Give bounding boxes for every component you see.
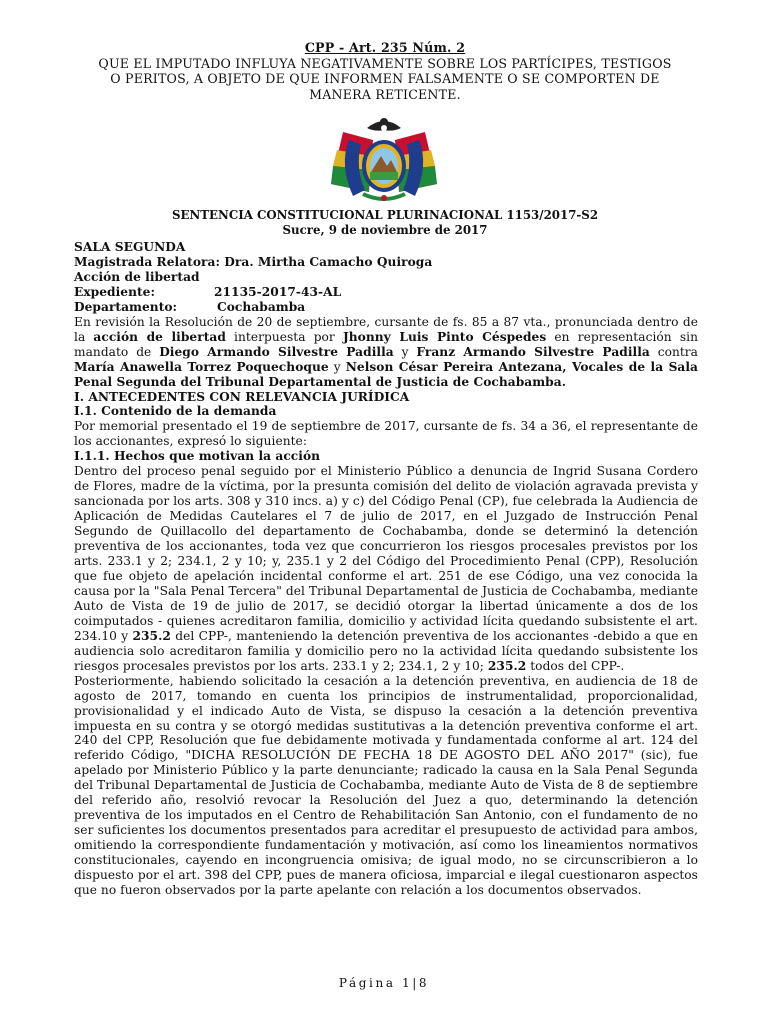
- article-reference: CPP - Art. 235 Núm. 2: [304, 40, 466, 55]
- document-header: [60, 40, 710, 102]
- text-run: Dentro del proceso penal seguido por el Ministerio Público a denuncia de Ingrid Susana Cordero de Flores, madre de la víctima, por la presunta comisión del delito de violación agravada prevista y sancionada por los arts. 308 y 310 incs. a) y c) del Código Penal (CP), fue celebrada la Audiencia de Aplicación de Medidas Cautelares el 7 de julio de 2017, en el Juzgado de Instrucción Penal Segundo de Quillacollo del departamento de Cochabamba, donde se determinó la detención preventiva de los accionantes, toda vez que concurrieron los riesgos procesales previstos por los arts. 233.1 y 2; 234.1, 2 y 10; y, 235.1 y 2 del Código del Procedimiento Penal (CPP), Resolución que fue objeto de apelación incidental conforme el art. 251 de ese Código, una vez conocida la causa por la "Sala Penal Tercera" del Tribunal Departamental de Justicia de Cochabamba, mediante Auto de Vista de 19 de julio de 2017, se decidió otorgar la libertad únicamente a dos de los coimputados - quienes acreditaron familia, domicilio y actividad lícita quedando subsistente el art. 234.10 y: [74, 464, 698, 643]
- memorial-paragraph: Por memorial presentado el 19 de septiembre de 2017, cursante de fs. 34 a 36, el representante de los accionantes, expresó lo siguiente:: [74, 419, 698, 449]
- bold-run: 235.2: [487, 658, 527, 673]
- text-run: contra: [649, 344, 698, 359]
- departamento-value: Cochabamba: [217, 299, 306, 314]
- bold-run: Franz Armando Silvestre Padilla: [416, 344, 650, 359]
- expediente-value: 21135-2017-43-AL: [214, 284, 342, 299]
- facts-paragraph: Posteriormente, habiendo solicitado la cesación a la detención preventiva, en audiencia de 18 de agosto de 2017, tomando en cuenta los principios de instrumentalidad, proporcionalidad, provisionalidad y el indicado Auto de Vista, se dispuso la cesación a la detención preventiva impuesta en su contra y se otorgó medidas sustitutivas a la detención preventiva conforme el art. 240 del CPP, Resolución que fue debidamente motivada y fundamentada conforme al art. 124 del referido Código, "DICHA RESOLUCIÓN DE FECHA 18 DE AGOSTO DEL AÑO 2017" (sic), fue apelado por Ministerio Público y la parte denunciante; radicado la causa en la Sala Penal Segunda del Tribunal Departamental de Justicia de Cochabamba, mediante Auto de Vista de 8 de septiembre del referido año, resolvió revocar la Resolución del Juez a quo, determinando la detención preventiva de los imputados en el Centro de Rehabilitación San Antonio, con el fundamento de no ser suficientes los documentos presentados para acreditar el presupuesto de actividad para ambos, omitiendo la correspondiente fundamentación y motivación, así como los lineamientos normativos constitucionales, cayendo en incongruencia omisiva; de igual modo, no se circunscribieron a lo dispuesto por el art. 398 del CPP, pues de manera oficiosa, imparcial e ilegal cuestionaron aspectos que no fueron observados por la parte apelante con relación a los documentos observados.: [74, 673, 698, 897]
- sala-label: SALA SEGUNDA: [74, 240, 186, 254]
- text-run: en representación sin mandato de: [74, 329, 698, 359]
- intro-paragraph: [74, 315, 698, 390]
- expediente-row: [74, 285, 698, 300]
- accion-type: Acción de libertad: [74, 269, 200, 284]
- bold-run: Diego Armando Silvestre Padilla: [159, 344, 394, 359]
- text-run: interpuesta por: [225, 329, 343, 344]
- sentence-date: Sucre, 9 de noviembre de 2017: [282, 223, 488, 237]
- sentence-number: SENTENCIA CONSTITUCIONAL PLURINACIONAL 1153/2017-S2: [171, 208, 599, 222]
- text-run: todos del CPP-.: [526, 658, 625, 673]
- document-body: [74, 240, 698, 898]
- subsection-heading: I.1.1. Hechos que motivan la acción: [74, 449, 321, 464]
- bold-run: 235.2: [132, 628, 171, 643]
- departamento-row: [74, 300, 698, 315]
- text-run: En revisión la Resolución de 20 de septiembre, cursante de fs. 85 a 87 vta., pronunciada dentro de la: [74, 314, 698, 344]
- page-number: Página 1|8: [338, 976, 430, 990]
- magistrada-relatora: Magistrada Relatora: Dra. Mirtha Camacho Quiroga: [74, 254, 433, 269]
- text-run: y: [328, 359, 346, 374]
- heading-line: O PERITOS, A OBJETO DE QUE INFORMEN FALSAMENTE O SE COMPORTEN DE: [110, 71, 660, 87]
- sentence-title: [60, 208, 710, 238]
- departamento-label: Departamento:: [74, 299, 178, 314]
- heading-line: QUE EL IMPUTADO INFLUYA NEGATIVAMENTE SOBRE LOS PARTÍCIPES, TESTIGOS: [98, 55, 672, 71]
- heading-line: MANERA RETICENTE.: [309, 86, 461, 102]
- expediente-label: Expediente:: [74, 284, 156, 299]
- bolivia-coat-of-arms-icon: [323, 110, 445, 206]
- bold-run: María Anawella Torrez Poquechoque: [74, 359, 329, 374]
- text-run: y: [393, 344, 417, 359]
- facts-paragraph: [74, 464, 698, 673]
- subsection-heading: I.1. Contenido de la demanda: [74, 404, 277, 419]
- section-heading: I. ANTECEDENTES CON RELEVANCIA JURÍDICA: [74, 389, 410, 404]
- bold-run: Jhonny Luis Pinto Céspedes: [342, 329, 547, 344]
- bold-run: acción de libertad: [93, 329, 226, 344]
- text-run: del CPP-, manteniendo la detención preventiva de los accionantes -debido a que en audiencia solo acreditaron familia y domicilio pero no la actividad lícita quedando subsistente los riesgos procesales previstos por los arts. 233.1 y 2; 234.1, 2 y 10;: [74, 628, 698, 673]
- bold-run: Nelson César Pereira Antezana, Vocales de la Sala Penal Segunda del Tribunal Departamental de Justicia de Cochabamba.: [74, 359, 698, 389]
